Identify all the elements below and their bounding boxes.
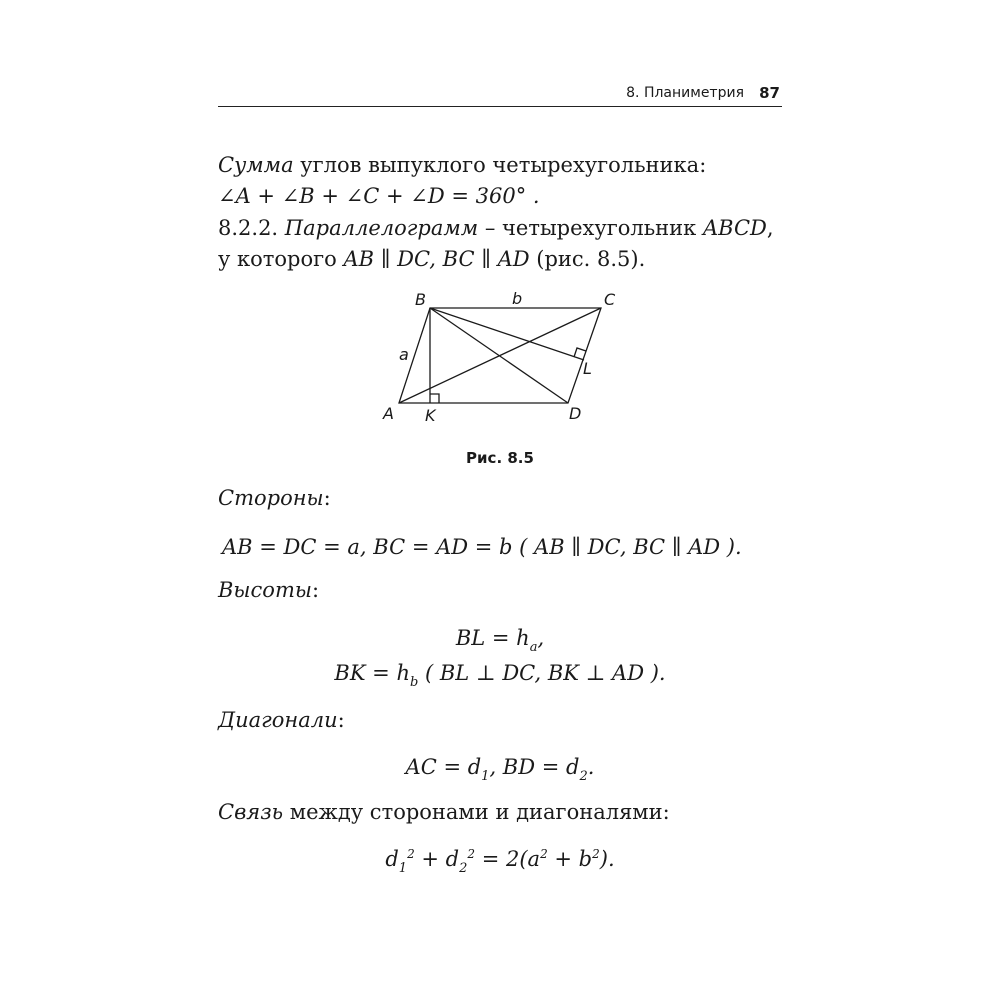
relation-heading [218,802,670,823]
heights-formula-1 [0,628,1000,654]
rel-d1-square: 2 [407,847,415,861]
rel-d1: d [385,847,399,871]
rel-a-square: 2 [540,847,548,861]
rel-b-square: 2 [592,847,600,861]
rel-eq: = 2( [475,847,528,871]
height-bl-text: BL = h [455,626,530,650]
heights-formula-2 [0,663,1000,689]
figure-caption: Рис. 8.5 [466,449,534,467]
relation-formula [0,848,1000,875]
definition-comma: , [766,216,774,240]
diag-bd-text: , BD = d [489,755,580,779]
heights-line1-end: , [537,626,545,650]
heights-heading-text: Высоты [218,578,312,602]
label-b-vertex: B [415,290,426,309]
heights-line2-end: ( BL ⊥ DC, BK ⊥ AD ). [418,661,666,685]
diagonal-bd [430,308,568,403]
diag-2-subscript: 2 [579,769,588,784]
rel-plus: + [414,847,446,871]
label-side-a: a [399,345,409,364]
height-a-subscript: a [529,640,538,655]
definition-number: 8.2.2. [218,216,285,240]
definition-term: Параллелограмм [284,216,479,240]
diagonals-heading-text: Диагонали [218,708,338,732]
label-l-point: L [583,359,592,378]
right-angle-k [430,394,439,403]
rel-end: ). [599,847,615,871]
sum-rest: углов выпуклого четырехугольника: [293,153,707,177]
rel-a: a [527,847,541,871]
label-k-point: K [425,406,436,425]
sum-text [218,155,706,176]
definition-name: ABCD [702,216,767,240]
diag-1-subscript: 1 [481,769,490,784]
sides-formula: AB = DC = a, BC = AD = b ( AB ∥ DC, BC ∥ AD ). [222,535,742,559]
definition-pre: у которого [218,247,344,271]
heights-colon: : [311,578,320,602]
diagonals-heading [218,710,345,731]
label-c-vertex: C [604,290,616,309]
rel-d1-subscript: 1 [398,861,408,876]
height-b-subscript: b [409,675,419,690]
heights-heading [218,580,319,601]
parallelogram-figure [370,285,640,430]
definition-line-2 [218,249,645,270]
relation-rest: между сторонами и диагоналями: [283,800,670,824]
sum-formula: ∠A + ∠B + ∠C + ∠D = 360° . [218,184,540,208]
label-side-b: b [512,289,523,308]
diagonals-colon: : [337,708,345,732]
definition-post: (рис. 8.5). [529,247,646,271]
label-d-vertex: D [569,404,582,423]
diag-end: . [587,755,595,779]
sides-heading-text: Стороны [218,486,324,510]
definition-condition: AB ∥ DC, BC ∥ AD [343,247,530,271]
sum-term: Сумма [218,153,294,177]
diagonals-formula [0,757,1000,783]
sides-colon: : [323,486,331,510]
rel-d2: d [445,847,460,871]
diag-ac-text: AC = d [405,755,482,779]
relation-term: Связь [218,800,284,824]
definition-rest: – четырехугольник [478,216,703,240]
definition-line-1 [218,218,774,239]
rel-d2-subscript: 2 [459,861,468,876]
sides-heading [218,488,331,509]
page-number: 87 [759,84,780,102]
height-bk-text: BK = h [334,661,410,685]
rel-plus-2: + [547,847,579,871]
rel-d2-square: 2 [467,847,476,861]
section-title: 8. Планиметрия [626,85,744,101]
label-a-vertex: A [383,404,394,423]
running-header [218,84,782,107]
rel-b: b [578,847,593,871]
